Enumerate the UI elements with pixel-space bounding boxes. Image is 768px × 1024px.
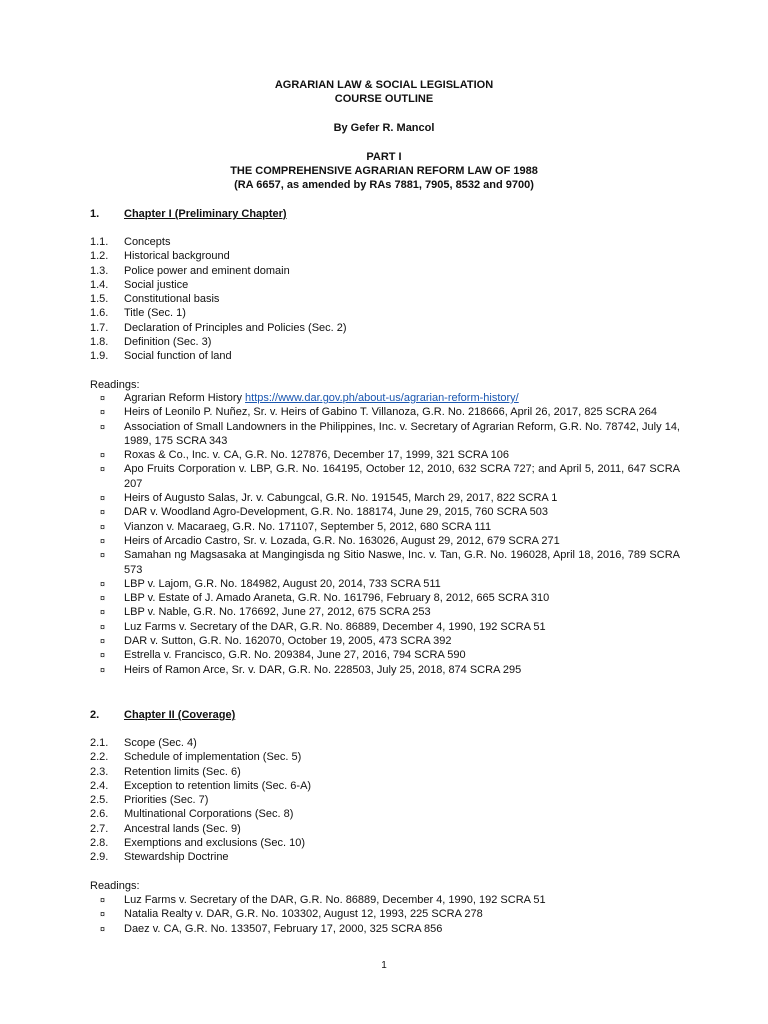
topic-item: 2.1. Scope (Sec. 4)	[90, 737, 197, 749]
chapter-1-topics	[90, 235, 347, 364]
chapter-number: 1.	[90, 208, 100, 220]
topic-item: 2.6. Multinational Corporations (Sec. 8)	[90, 808, 294, 821]
bullet-icon: ¤	[100, 593, 106, 604]
readings-label: Readings:	[90, 880, 140, 892]
bullet-icon: ¤	[100, 650, 106, 661]
reading-item: ¤ LBP v. Nable, G.R. No. 176692, June 27, 2012, 675 SCRA 253	[100, 606, 431, 619]
reading-item: ¤ Heirs of Ramon Arce, Sr. v. DAR, G.R. No. 228503, July 25, 2018, 874 SCRA 295	[100, 663, 522, 676]
topic-item: 2.4. Exception to retention limits (Sec. 6-A)	[90, 779, 312, 792]
readings-label: Readings:	[90, 379, 140, 391]
part-label: PART I	[366, 151, 402, 163]
topic-item: 1.6. Title (Sec. 1)	[90, 307, 186, 320]
bullet-icon: ¤	[100, 464, 106, 475]
topic-item: 1.3. Police power and eminent domain	[90, 264, 290, 277]
reading-item: ¤ Samahan ng Magsasaka at Mangingisda ng Sitio Naswe, Inc. v. Tan, G.R. No. 196028, April 18, 2016, 789 SCRA 573	[100, 549, 680, 576]
reading-item: ¤ Heirs of Leonilo P. Nuñez, Sr. v. Heirs of Gabino T. Villanoza, G.R. No. 218666, April 26, 2017, 825 SCRA 264	[100, 406, 657, 419]
chapter-1-readings	[100, 391, 680, 677]
topic-item: 1.1. Concepts	[90, 236, 171, 248]
author-line: By Gefer R. Mancol	[333, 122, 435, 134]
chapter-2-readings	[100, 893, 680, 936]
reading-item: ¤ Luz Farms v. Secretary of the DAR, G.R. No. 86889, December 4, 1990, 192 SCRA 51	[100, 894, 546, 906]
reading-item: ¤ DAR v. Woodland Agro-Development, G.R. No. 188174, June 29, 2015, 760 SCRA 503	[100, 506, 548, 519]
bullet-icon: ¤	[100, 895, 106, 905]
outline-label: COURSE OUTLINE	[334, 93, 434, 105]
agrarian-reform-history-link[interactable]: https://www.dar.gov.ph/about-us/agrarian-reform-history/	[245, 392, 519, 404]
chapter-2-topics	[90, 736, 311, 865]
chapter-title: Chapter I (Preliminary Chapter)	[124, 208, 287, 220]
page-number: 1	[381, 960, 387, 971]
topic-item: 2.9. Stewardship Doctrine	[90, 851, 229, 864]
topic-item: 1.4. Social justice	[90, 278, 189, 291]
topic-item: 1.2. Historical background	[90, 250, 230, 263]
reading-item: ¤ Agrarian Reform History https://www.dar.gov.ph/about-us/agrarian-reform-history/	[100, 392, 519, 404]
bullet-icon: ¤	[100, 550, 106, 561]
bullet-icon: ¤	[100, 421, 106, 432]
reading-item: ¤ Association of Small Landowners in the Philippines, Inc. v. Secretary of Agrarian Reform, G.R. No. 78742, July 14, 1989, 175 SCRA 343	[100, 420, 680, 447]
bullet-icon: ¤	[100, 450, 106, 461]
topic-item: 1.8. Definition (Sec. 3)	[90, 336, 212, 349]
bullet-icon: ¤	[100, 621, 106, 632]
reading-item: ¤ Roxas & Co., Inc. v. CA, G.R. No. 127876, December 17, 1999, 321 SCRA 106	[100, 449, 509, 462]
bullet-icon: ¤	[100, 607, 106, 618]
bullet-icon: ¤	[100, 493, 106, 504]
reading-item: ¤ Estrella v. Francisco, G.R. No. 209384, June 27, 2016, 794 SCRA 590	[100, 649, 466, 662]
reading-item: ¤ Daez v. CA, G.R. No. 133507, February 17, 2000, 325 SCRA 856	[100, 922, 443, 935]
chapter-1-heading	[90, 207, 287, 221]
reading-item: ¤ Apo Fruits Corporation v. LBP, G.R. No. 164195, October 12, 2010, 632 SCRA 727; and April 5, 2011, 647 SCRA 207	[100, 463, 680, 490]
reading-item: ¤ Natalia Realty v. DAR, G.R. No. 103302, August 12, 1993, 225 SCRA 278	[100, 908, 483, 921]
chapter-2-heading	[90, 708, 235, 722]
bullet-icon: ¤	[100, 923, 106, 934]
bullet-icon: ¤	[100, 393, 106, 403]
bullet-icon: ¤	[100, 578, 106, 589]
topic-item: 2.8. Exemptions and exclusions (Sec. 10)	[90, 837, 305, 850]
reading-item: ¤ LBP v. Estate of J. Amado Araneta, G.R. No. 161796, February 8, 2012, 665 SCRA 310	[100, 592, 550, 605]
reading-item: ¤ Vianzon v. Macaraeg, G.R. No. 171107, September 5, 2012, 680 SCRA 111	[100, 520, 492, 533]
reading-item: ¤ Heirs of Augusto Salas, Jr. v. Cabungcal, G.R. No. 191545, March 29, 2017, 822 SCRA 1	[100, 492, 558, 505]
law-subtitle: (RA 6657, as amended by RAs 7881, 7905, 8532 and 9700)	[234, 179, 534, 191]
law-title: THE COMPREHENSIVE AGRARIAN REFORM LAW OF 1988	[230, 165, 538, 177]
topic-item: 2.3. Retention limits (Sec. 6)	[90, 765, 241, 778]
chapter-title: Chapter II (Coverage)	[124, 709, 236, 721]
reading-item: ¤ DAR v. Sutton, G.R. No. 162070, October 19, 2005, 473 SCRA 392	[100, 635, 452, 648]
reading-item: ¤ LBP v. Lajom, G.R. No. 184982, August 20, 2014, 733 SCRA 511	[100, 577, 441, 590]
reading-item: ¤ Luz Farms v. Secretary of the DAR, G.R. No. 86889, December 4, 1990, 192 SCRA 51	[100, 620, 546, 633]
bullet-icon: ¤	[100, 636, 106, 647]
chapter-number: 2.	[90, 709, 100, 721]
bullet-icon: ¤	[100, 664, 106, 675]
bullet-icon: ¤	[100, 507, 106, 518]
topic-item: 1.5. Constitutional basis	[90, 293, 220, 306]
topic-item: 2.2. Schedule of implementation (Sec. 5)	[90, 751, 302, 764]
course-title: AGRARIAN LAW & SOCIAL LEGISLATION	[274, 79, 494, 91]
reading-item: ¤ Heirs of Arcadio Castro, Sr. v. Lozada, G.R. No. 163026, August 29, 2012, 679 SCRA 271	[100, 534, 560, 547]
bullet-icon: ¤	[100, 407, 106, 418]
topic-item: 2.7. Ancestral lands (Sec. 9)	[90, 822, 241, 835]
topic-item: 1.7. Declaration of Principles and Policies (Sec. 2)	[90, 321, 347, 334]
topic-item: 2.5. Priorities (Sec. 7)	[90, 794, 209, 807]
bullet-icon: ¤	[100, 535, 106, 546]
topic-item: 1.9. Social function of land	[90, 350, 232, 363]
bullet-icon: ¤	[100, 909, 106, 920]
bullet-icon: ¤	[100, 521, 106, 532]
